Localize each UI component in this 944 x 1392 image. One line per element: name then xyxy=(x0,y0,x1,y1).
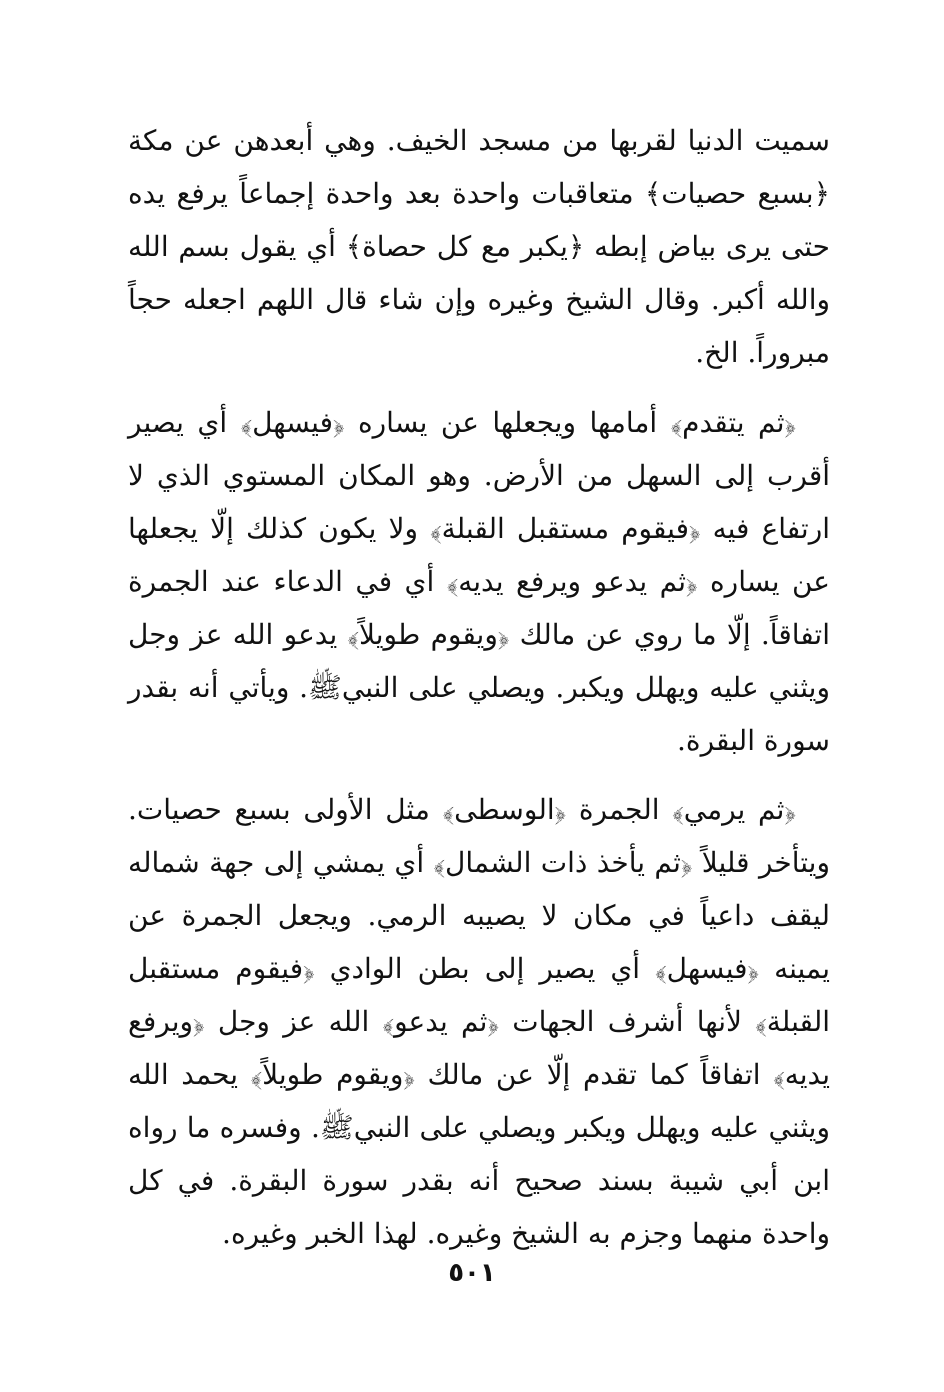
page-number: ٥٠١ xyxy=(448,1258,496,1288)
paragraph-3-text: ﴿ثم يرمي﴾ الجمرة ﴿الوسطى﴾ مثل الأولى بسبع حصيات. ويتأخر قليلاً ﴿ثم يأخذ ذات الشمال﴾ أي يمشي إلى جهة شماله ليقف داعياً في مكان لا يصيبه الرمي. ويجعل الجمرة عن يمينه ﴿فيسهل﴾ أي يصير إلى بطن الوادي ﴿فيقوم مستقبل القبلة﴾ لأنها أشرف الجهات ﴿ثم يدعو﴾ الله عز وجل ﴿ويرفع يديه﴾ اتفاقاً كما تقدم إلّا عن مالك ﴿ويقوم طويلاً﴾ يحمد الله ويثني عليه ويهلل ويكبر ويصلي على النبيﷺ. وفسره ما رواه ابن أبي شيبة بسند صحيح أنه بقدر سورة البقرة. في كل واحدة منهما وجزم به الشيخ وغيره. لهذا الخبر وغيره. xyxy=(128,793,830,1250)
paragraph-3 xyxy=(128,783,830,1260)
paragraph-1-text: سميت الدنيا لقربها من مسجد الخيف. وهي أبعدهن عن مكة ﴿بسبع حصيات﴾ متعاقبات واحدة بعد واحدة إجماعاً يرفع يده حتى يرى بياض إبطه ﴿يكبر مع كل حصاة﴾ أي يقول بسم الله والله أكبر. وقال الشيخ وغيره وإن شاء قال اللهم اجعله حجاً مبروراً. الخ. xyxy=(128,124,830,369)
paragraph-2-text: ﴿ثم يتقدم﴾ أمامها ويجعلها عن يساره ﴿فيسهل﴾ أي يصير أقرب إلى السهل من الأرض. وهو المكان المستوي الذي لا ارتفاع فيه ﴿فيقوم مستقبل القبلة﴾ ولا يكون كذلك إلّا يجعلها عن يساره ﴿ثم يدعو ويرفع يديه﴾ أي في الدعاء عند الجمرة اتفاقاً. إلّا ما روي عن مالك ﴿ويقوم طويلاً﴾ يدعو الله عز وجل ويثني عليه ويهلل ويكبر. ويصلي على النبيﷺ. ويأتي أنه بقدر سورة البقرة. xyxy=(128,406,830,757)
paragraph-1 xyxy=(128,114,830,379)
paragraph-2 xyxy=(128,396,830,767)
